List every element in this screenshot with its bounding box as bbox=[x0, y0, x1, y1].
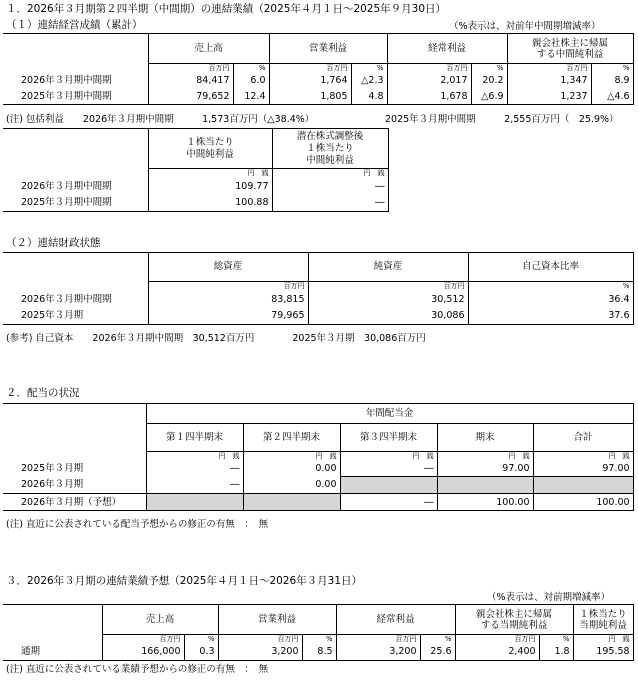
cell: 166,000 bbox=[102, 644, 184, 661]
cell: △6.9 bbox=[471, 89, 507, 105]
cell: 25.6 bbox=[420, 644, 455, 661]
header-net-income: 親会社株主に帰属 する当期純利益 bbox=[455, 605, 573, 635]
forecast-table bbox=[3, 604, 634, 661]
unit-pct: % bbox=[591, 64, 633, 73]
cell: 1,764 bbox=[269, 73, 351, 89]
dividends-title: ２．配当の状況 bbox=[6, 387, 80, 399]
cell: 3,200 bbox=[218, 644, 302, 661]
cell-shaded bbox=[243, 494, 340, 511]
cell: 0.3 bbox=[184, 644, 218, 661]
cell: 37.6 bbox=[468, 308, 633, 325]
header-year-end: 期末 bbox=[437, 424, 533, 452]
row-label: 2025年３月期 bbox=[3, 308, 148, 325]
unit-amt: 百万円 bbox=[308, 282, 468, 291]
row-label: 通期 bbox=[3, 644, 102, 661]
cell: 0.00 bbox=[243, 477, 340, 494]
row-label: 2026年３月期中間期 bbox=[3, 291, 148, 308]
unit-amt: 百万円 bbox=[269, 64, 351, 73]
table-row bbox=[3, 178, 388, 195]
unit-pct: % bbox=[184, 635, 218, 644]
cell: 8.5 bbox=[302, 644, 336, 661]
cell: 83,815 bbox=[148, 291, 308, 308]
row-label: 2026年３月期 bbox=[3, 477, 146, 494]
cell: △4.6 bbox=[591, 89, 633, 105]
cell-shaded bbox=[533, 477, 633, 494]
forecast-title: ３．2026年３月期の連結業績予想（2025年４月１日～2026年３月31日） bbox=[6, 575, 363, 587]
header-equity-ratio: 自己資本比率 bbox=[468, 253, 633, 282]
unit-yen: 円 銭 bbox=[243, 452, 340, 461]
yoy-note: （%表示は、対前年中間期増減率） bbox=[449, 21, 601, 32]
header-operating-profit: 営業利益 bbox=[218, 605, 336, 635]
header-net-income: 親会社株主に帰属 する中間純利益 bbox=[507, 34, 633, 64]
section1-title: １．2026年３月期第２四半期（中間期）の連結業績（2025年４月１日～2025年９月30日） bbox=[6, 3, 447, 15]
cell: 2,400 bbox=[455, 644, 539, 661]
forecast-revision-note: (注) 直近に公表されている業績予想からの修正の有無 ： 無 bbox=[6, 664, 269, 675]
unit-pct: % bbox=[471, 64, 507, 73]
unit-pct: % bbox=[420, 635, 455, 644]
cell: 1,805 bbox=[269, 89, 351, 105]
unit-yen: 円 銭 bbox=[272, 169, 388, 178]
header-sales: 売上高 bbox=[102, 605, 218, 635]
table-row bbox=[3, 477, 633, 494]
cell: 4.8 bbox=[351, 89, 387, 105]
row-label: 2026年３月期（予想） bbox=[3, 494, 146, 511]
cell: 1,678 bbox=[387, 89, 471, 105]
table-row bbox=[3, 644, 633, 661]
cell: 84,417 bbox=[148, 73, 233, 89]
cell: 100.88 bbox=[148, 195, 272, 212]
header-q1: 第１四半期末 bbox=[146, 424, 243, 452]
unit-amt: 百万円 bbox=[148, 282, 308, 291]
cell: 100.00 bbox=[533, 494, 633, 511]
unit-pct: % bbox=[539, 635, 573, 644]
header-total: 合計 bbox=[533, 424, 633, 452]
unit-pct: % bbox=[468, 282, 633, 291]
cell: 1.8 bbox=[539, 644, 573, 661]
dividend-revision-note: (注) 直近に公表されている配当予想からの修正の有無 ： 無 bbox=[6, 519, 269, 530]
cell: 8.9 bbox=[591, 73, 633, 89]
unit-yen: 円 銭 bbox=[573, 635, 633, 644]
unit-yen: 円 銭 bbox=[148, 169, 272, 178]
unit-yen: 円 銭 bbox=[533, 452, 633, 461]
cell: 195.58 bbox=[573, 644, 633, 661]
cell: 1,347 bbox=[507, 73, 591, 89]
cell-shaded bbox=[437, 477, 533, 494]
header-sales: 売上高 bbox=[148, 34, 269, 64]
cell: ― bbox=[272, 195, 388, 212]
unit-pct: % bbox=[302, 635, 336, 644]
unit-yen: 円 銭 bbox=[340, 452, 437, 461]
header-total-assets: 総資産 bbox=[148, 253, 308, 282]
eps-table bbox=[3, 128, 389, 212]
header-eps: １株当たり 当期純利益 bbox=[573, 605, 633, 635]
cell: ― bbox=[146, 477, 243, 494]
unit-yen: 円 銭 bbox=[437, 452, 533, 461]
cell: 0.00 bbox=[243, 461, 340, 477]
unit-amt: 百万円 bbox=[102, 635, 184, 644]
unit-amt: 百万円 bbox=[507, 64, 591, 73]
cell: 3,200 bbox=[336, 644, 420, 661]
header-net-assets: 純資産 bbox=[308, 253, 468, 282]
cell: 2,017 bbox=[387, 73, 471, 89]
table-row bbox=[3, 291, 633, 308]
cell-shaded bbox=[146, 494, 243, 511]
header-ordinary-profit: 経常利益 bbox=[336, 605, 455, 635]
unit-yen: 円 銭 bbox=[146, 452, 243, 461]
table-row bbox=[3, 494, 633, 511]
row-label: 2026年３月期中間期 bbox=[3, 73, 148, 89]
row-label: 2026年３月期中間期 bbox=[3, 178, 148, 195]
unit-amt: 百万円 bbox=[455, 635, 539, 644]
header-annual-dividend: 年間配当金 bbox=[146, 404, 633, 424]
cell: 12.4 bbox=[233, 89, 269, 105]
operating-results-subtitle: （１）連結経営成績（累計） bbox=[6, 19, 143, 31]
cell: 79,965 bbox=[148, 308, 308, 325]
header-ordinary-profit: 経常利益 bbox=[387, 34, 507, 64]
financial-position-table bbox=[3, 252, 634, 325]
unit-pct: % bbox=[351, 64, 387, 73]
cell: ― bbox=[146, 461, 243, 477]
row-label: 2025年３月期中間期 bbox=[3, 89, 148, 105]
cell: △2.3 bbox=[351, 73, 387, 89]
header-operating-profit: 営業利益 bbox=[269, 34, 387, 64]
row-label: 2025年３月期 bbox=[3, 461, 146, 477]
header-q3: 第３四半期末 bbox=[340, 424, 437, 452]
cell: 97.00 bbox=[533, 461, 633, 477]
comprehensive-income-note-prior: 2025年３月期中間期 2,555百万円（ 25.9%） bbox=[385, 114, 619, 125]
cell: ― bbox=[272, 178, 388, 195]
cell: 1,237 bbox=[507, 89, 591, 105]
forecast-yoy-note: （%表示は、対前期増減率） bbox=[487, 592, 611, 603]
cell: 109.77 bbox=[148, 178, 272, 195]
equity-reference-note: (参考) 自己資本 2026年３月期中間期 30,512百万円 2025年３月期 30,086百万円 bbox=[6, 333, 426, 344]
cell: 20.2 bbox=[471, 73, 507, 89]
unit-amt: 百万円 bbox=[387, 64, 471, 73]
cell: 30,512 bbox=[308, 291, 468, 308]
table-row bbox=[3, 195, 388, 212]
cell: 36.4 bbox=[468, 291, 633, 308]
comprehensive-income-note: (注) 包括利益 2026年３月期中間期 1,573百万円（△38.4%） bbox=[6, 114, 315, 125]
header-eps: １株当たり 中間純利益 bbox=[148, 129, 272, 169]
financial-position-subtitle: （２）連結財政状態 bbox=[6, 237, 101, 249]
cell: 6.0 bbox=[233, 73, 269, 89]
cell-shaded bbox=[340, 477, 437, 494]
table-row bbox=[3, 89, 633, 105]
header-diluted-eps: 潜在株式調整後 １株当たり 中間純利益 bbox=[272, 129, 388, 169]
header-q2: 第２四半期末 bbox=[243, 424, 340, 452]
dividends-table bbox=[3, 403, 634, 511]
table-row bbox=[3, 461, 633, 477]
unit-amt: 百万円 bbox=[218, 635, 302, 644]
unit-amt: 百万円 bbox=[148, 64, 233, 73]
unit-pct: % bbox=[233, 64, 269, 73]
operating-results-table bbox=[3, 33, 634, 105]
cell: 97.00 bbox=[437, 461, 533, 477]
cell: ― bbox=[340, 461, 437, 477]
row-label: 2025年３月期中間期 bbox=[3, 195, 148, 212]
table-row bbox=[3, 73, 633, 89]
cell: 100.00 bbox=[437, 494, 533, 511]
table-row bbox=[3, 308, 633, 325]
cell: 30,086 bbox=[308, 308, 468, 325]
cell: 79,652 bbox=[148, 89, 233, 105]
cell: ― bbox=[340, 494, 437, 511]
unit-amt: 百万円 bbox=[336, 635, 420, 644]
